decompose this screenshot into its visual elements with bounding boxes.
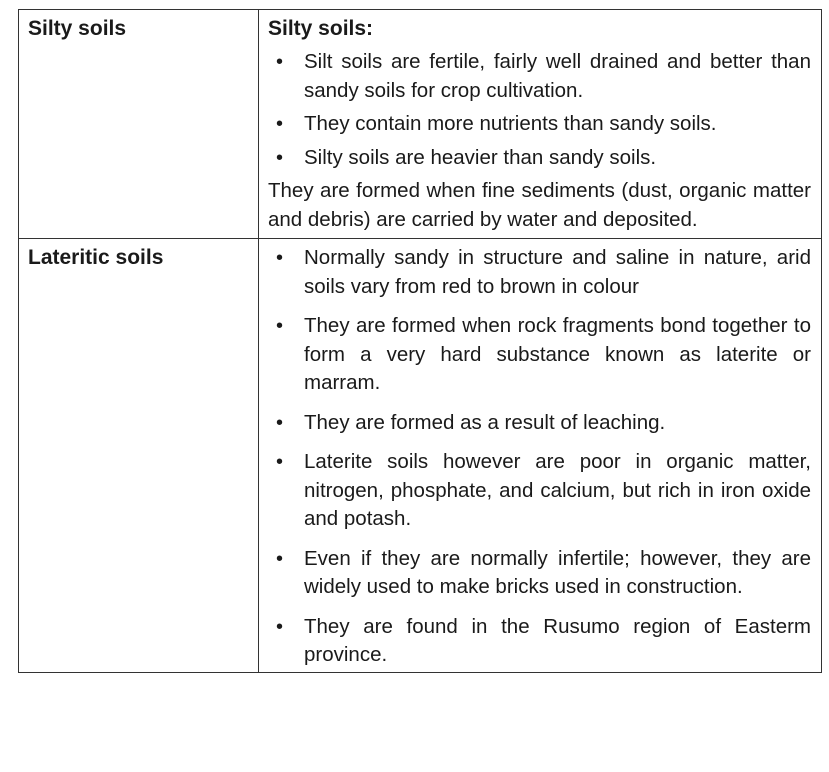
list-item: • Silty soils are heavier than sandy soils. (268, 144, 811, 173)
soil-description-cell (259, 239, 822, 673)
bullet-icon: • (276, 547, 284, 570)
soil-name: Silty soils (28, 17, 127, 40)
description-paragraph: They are formed when fine sediments (dust, organic matter and debris) are carried by water and deposited. (268, 179, 811, 231)
bullet-icon: • (276, 451, 284, 473)
bullet-icon: • (276, 113, 284, 135)
soil-types-table (18, 9, 822, 673)
bullet-icon: • (276, 51, 284, 73)
list-item: • Normally sandy in structure and saline in nature, arid soils vary from red to brown in colour (276, 246, 811, 298)
soil-description-cell (259, 10, 822, 239)
bullet-icon: • (276, 247, 284, 269)
table-row-lateritic-soils (19, 239, 822, 673)
soil-name: Lateritic soils (28, 246, 164, 269)
list-item: • Silt soils are fertile, fairly well drained and better than sandy soils for crop cultivation. (276, 50, 811, 102)
bullet-list (268, 244, 811, 670)
list-item: • Even if they are normally infertile; however, they are widely used to make bricks used in construction. (276, 546, 811, 598)
list-item: • Laterite soils however are poor in organic matter, nitrogen, phosphate, and calcium, but rich in iron oxide and potash. (276, 450, 811, 530)
list-item: • They contain more nutrients than sandy soils. (268, 110, 811, 139)
table-row-silty-soils (19, 10, 822, 239)
bullet-icon: • (276, 411, 284, 434)
list-item: • They are formed as a result of leaching. (268, 409, 811, 438)
soil-name-cell (19, 239, 259, 673)
bullet-icon: • (276, 146, 284, 169)
list-item: • They are found in the Rusumo region of Easterm province. (276, 614, 811, 666)
soil-name-cell (19, 10, 259, 239)
description-heading: Silty soils: (268, 17, 374, 40)
bullet-list (268, 48, 811, 172)
list-item: • They are formed when rock fragments bond together to form a very hard substance known as laterite or marram. (276, 314, 811, 394)
bullet-icon: • (276, 615, 284, 638)
bullet-icon: • (276, 315, 284, 337)
